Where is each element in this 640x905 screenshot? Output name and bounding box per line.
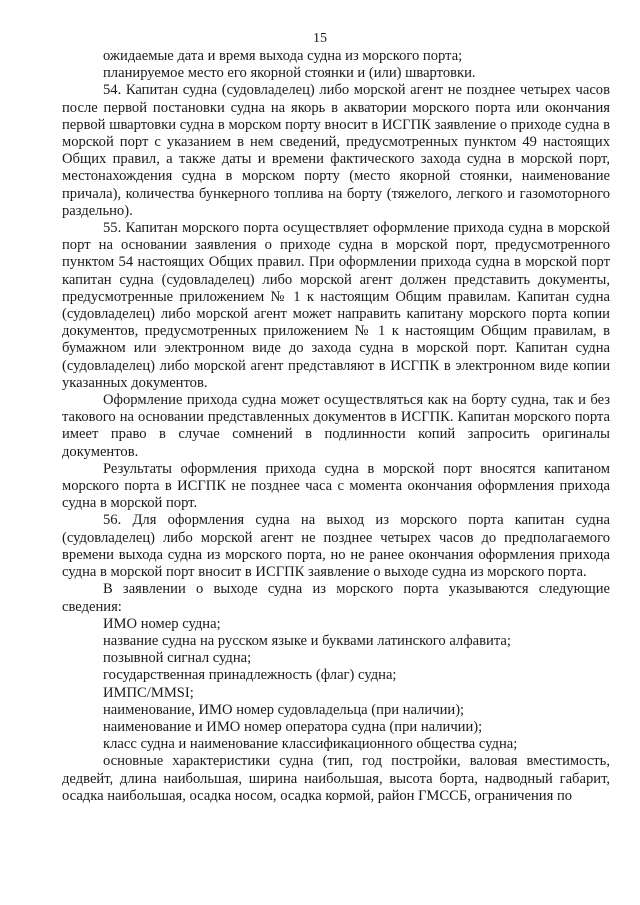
paragraph-item-55: 55. Капитан морского порта осуществляет оформление прихода судна в морской порт на основании заявления о приходе судна в морской порт, предусмотренного пунктом 54 настоящих Общих правил. При оформлении прихода судна в морской порт капитан судна (судовладелец) либо морской агент должен представить документы, предусмотренные приложением № 1 к настоящим Общим правилам. Капитан судна (судовладелец) либо морской агент может направить капитану морского порта копии документов, предусмотренных приложением № 1 к настоящим Общим правилам, в бумажном или электронном виде до захода судна в морской порт. Капитан судна (судовладелец) либо морской агент представляют в ИСГПК в электронном виде копии указанных документов. xyxy=(62,220,610,391)
list-item-main-characteristics: основные характеристики судна (тип, год постройки, валовая вместимость, дедвейт, длина наибольшая, ширина наибольшая, высота борта, надводный габарит, осадка наибольшая, осадка носом, осадка кормой, район ГМССБ, ограничения по xyxy=(62,753,610,804)
paragraph-item-56: 56. Для оформления судна на выход из морского порта капитан судна (судовладелец) либо морской агент не позднее четырех часов до предполагаемого времени выхода судна из морского порта, но не ранее окончания оформления прихода судна в морской порт вносит в ИСГПК заявление о выходе судна из морского порта. xyxy=(62,512,610,581)
paragraph-arrival-onboard: Оформление прихода судна может осуществляться как на борту судна, так и без такового на основании представленных документов в ИСГПК. Капитан морского порта имеет право в случае сомнений в подлинности копий запросить оригиналы документов. xyxy=(62,392,610,460)
list-item-call-sign: позывной сигнал судна; xyxy=(103,650,252,667)
paragraph-arrival-results: Результаты оформления прихода судна в морской порт вносятся капитаном морского порта в ИСГПК не позднее часа с момента окончания оформления прихода судна в морской порт. xyxy=(62,460,610,512)
paragraph-departure-info-intro: В заявлении о выходе судна из морского порта указываются следующие сведения: xyxy=(62,581,610,615)
list-item-mmsi: ИМПС/MMSI; xyxy=(103,684,194,701)
paragraph-item-54: 54. Капитан судна (судовладелец) либо морской агент не позднее четырех часов после первой постановки судна на якорь в акватории морского порта или окончания первой швартовки судна в морском порту вносит в ИСГПК заявление о приходе судна в морской порт с указанием в нем сведений, предусмотренных пунктом 49 настоящих Общих правил, а также даты и времени фактического захода судна в морской порт, местонахождения судна в морском порту (место якорной стоянки, наименование причала), количества бункерного топлива на борту (тяжелого, легкого и газомоторного раздельно). xyxy=(62,82,610,219)
list-item-owner: наименование, ИМО номер судовладельца (при наличии); xyxy=(103,701,465,718)
list-item-vessel-name: название судна на русском языке и буквами латинского алфавита; xyxy=(103,632,511,649)
page-number: 15 xyxy=(313,31,327,46)
paragraph-expected-departure: ожидаемые дата и время выхода судна из морского порта; xyxy=(103,48,463,64)
list-item-operator: наименование и ИМО номер оператора судна (при наличии); xyxy=(103,718,483,735)
document-body xyxy=(62,48,610,805)
list-item-imo-number: ИМО номер судна; xyxy=(103,615,221,632)
list-item-class-society: класс судна и наименование классификационного общества судна; xyxy=(103,736,518,753)
paragraph-anchorage-place: планируемое место его якорной стоянки и (или) швартовки. xyxy=(103,65,476,82)
list-item-flag: государственная принадлежность (флаг) судна; xyxy=(103,667,397,684)
